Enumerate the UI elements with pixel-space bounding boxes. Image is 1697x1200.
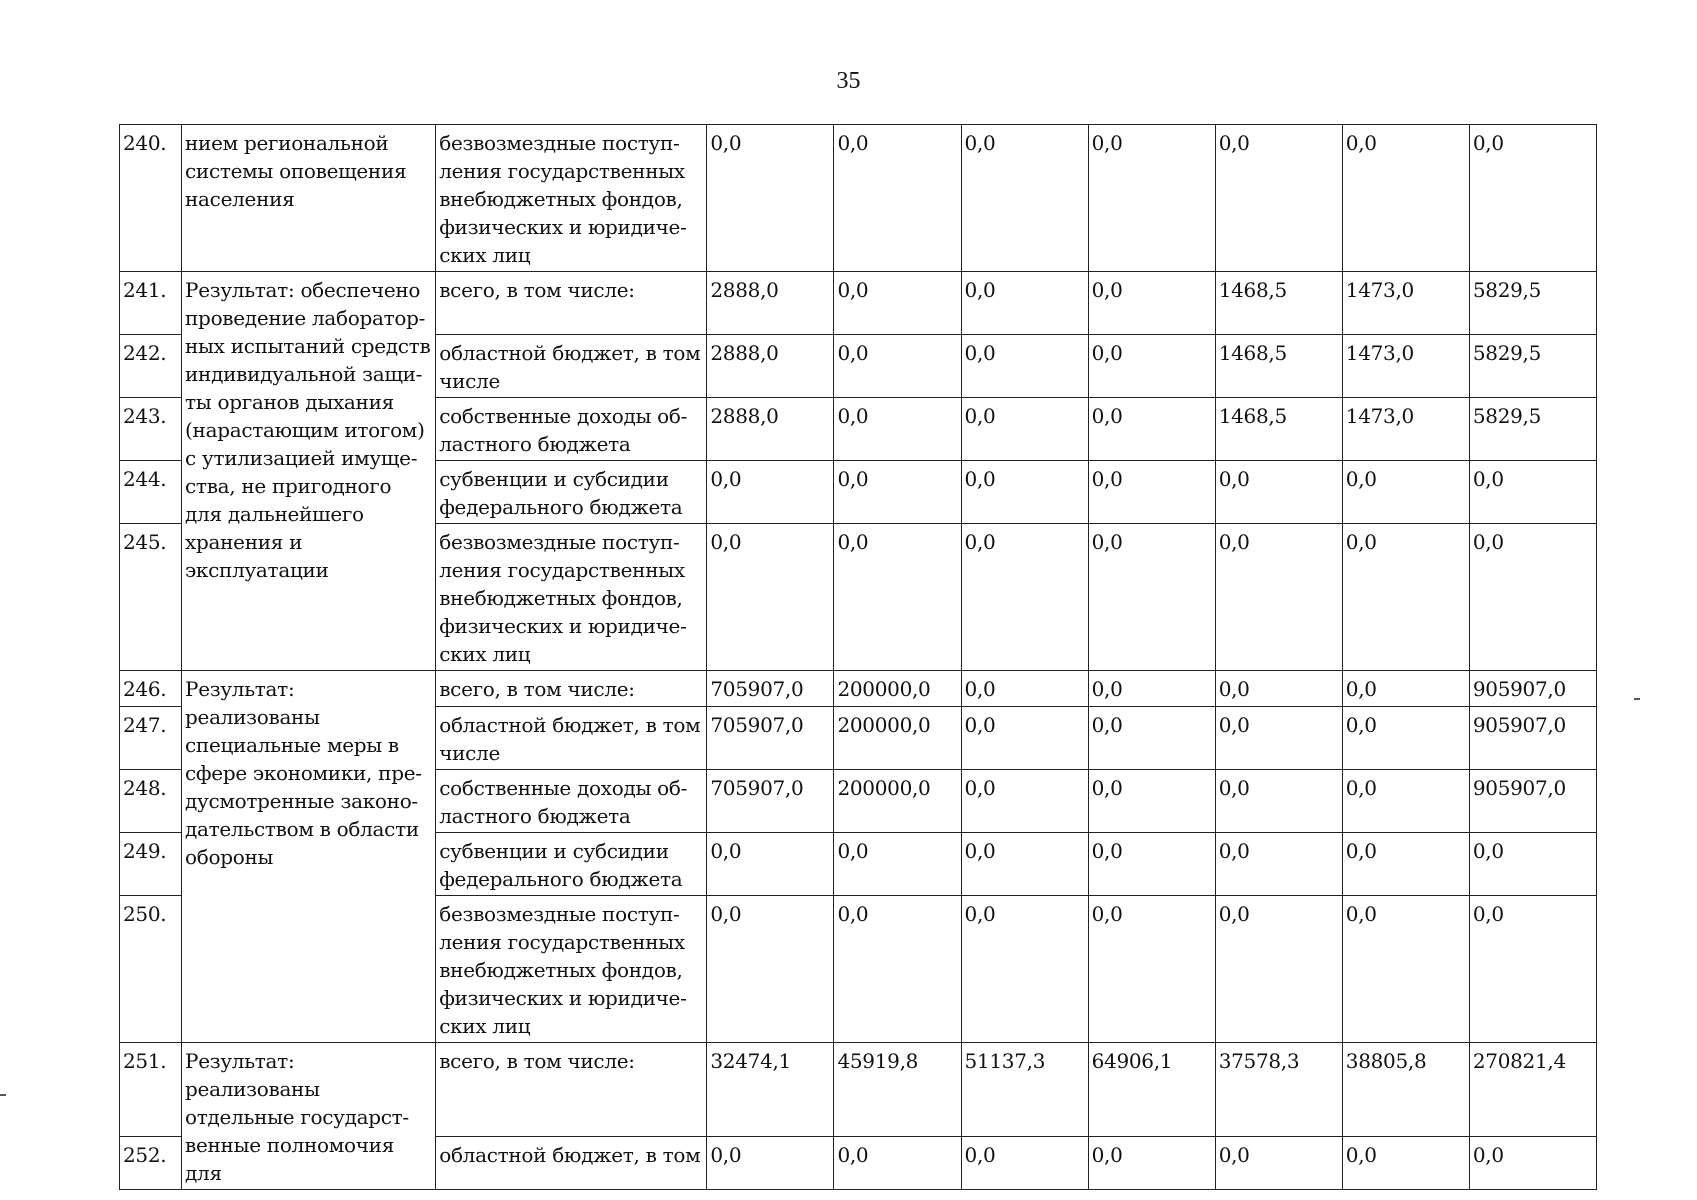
amount-cell: 0,0 [707, 125, 834, 272]
amount-cell: 2888,0 [707, 272, 834, 335]
amount-cell: 5829,5 [1469, 272, 1596, 335]
funding-source: безвозмездные поступ-ления государственных внебюджетных фондов, физических и юридиче-ских лиц [436, 524, 707, 671]
amount-cell: 64906,1 [1088, 1043, 1215, 1137]
amount-cell: 0,0 [1088, 770, 1215, 833]
amount-cell: 0,0 [1215, 1136, 1342, 1189]
amount-cell: 37578,3 [1215, 1043, 1342, 1137]
funding-source: областной бюджет, в том числе [436, 335, 707, 398]
row-number: 249. [120, 833, 182, 896]
amount-cell: 0,0 [1469, 461, 1596, 524]
funding-source: собственные доходы об-ластного бюджета [436, 770, 707, 833]
amount-cell: 0,0 [834, 833, 961, 896]
margin-mark [0, 1094, 6, 1096]
amount-cell: 1468,5 [1215, 335, 1342, 398]
row-number: 248. [120, 770, 182, 833]
row-number: 252. [120, 1136, 182, 1189]
amount-cell: 0,0 [707, 833, 834, 896]
amount-cell: 0,0 [1342, 125, 1469, 272]
row-number: 243. [120, 398, 182, 461]
table-row [120, 1043, 1597, 1137]
amount-cell: 270821,4 [1469, 1043, 1596, 1137]
funding-source: всего, в том числе: [436, 671, 707, 707]
amount-cell: 0,0 [961, 272, 1088, 335]
amount-cell: 0,0 [1088, 833, 1215, 896]
amount-cell: 0,0 [834, 125, 961, 272]
amount-cell: 0,0 [1342, 461, 1469, 524]
amount-cell: 0,0 [834, 272, 961, 335]
row-number: 250. [120, 896, 182, 1043]
result-name: Результат: реализованы специальные меры в сфере экономики, пре-дусмотренные законо-дательством в области обороны [182, 671, 436, 1043]
amount-cell: 0,0 [1088, 398, 1215, 461]
amount-cell: 32474,1 [707, 1043, 834, 1137]
amount-cell: 0,0 [1088, 896, 1215, 1043]
amount-cell: 0,0 [1215, 671, 1342, 707]
amount-cell: 0,0 [1088, 461, 1215, 524]
amount-cell: 0,0 [1088, 671, 1215, 707]
table-row [120, 125, 1597, 272]
amount-cell: 0,0 [1215, 524, 1342, 671]
funding-source: всего, в том числе: [436, 1043, 707, 1137]
amount-cell: 0,0 [1215, 461, 1342, 524]
amount-cell: 0,0 [1469, 896, 1596, 1043]
amount-cell: 0,0 [1215, 125, 1342, 272]
amount-cell: 0,0 [1088, 524, 1215, 671]
amount-cell: 0,0 [961, 398, 1088, 461]
amount-cell: 0,0 [834, 335, 961, 398]
amount-cell: 0,0 [707, 1136, 834, 1189]
amount-cell: 0,0 [707, 461, 834, 524]
result-name: Результат: обеспечено проведение лаборатор-ных испытаний средств индивидуальной защи-ты органов дыхания (нарастающим итогом) с утилизацией имуще-ства, не пригодного для дальнейшего хранения и эксплуатации [182, 272, 436, 671]
funding-source: областной бюджет, в том числе [436, 707, 707, 770]
amount-cell: 0,0 [1215, 833, 1342, 896]
amount-cell: 0,0 [1088, 272, 1215, 335]
amount-cell: 0,0 [1215, 770, 1342, 833]
amount-cell: 0,0 [834, 1136, 961, 1189]
amount-cell: 0,0 [1088, 125, 1215, 272]
amount-cell: 0,0 [1469, 1136, 1596, 1189]
amount-cell: 0,0 [1342, 833, 1469, 896]
amount-cell: 200000,0 [834, 770, 961, 833]
amount-cell: 0,0 [834, 461, 961, 524]
amount-cell: 0,0 [834, 398, 961, 461]
amount-cell: 905907,0 [1469, 770, 1596, 833]
amount-cell: 2888,0 [707, 335, 834, 398]
amount-cell: 0,0 [1215, 707, 1342, 770]
amount-cell: 0,0 [1088, 335, 1215, 398]
amount-cell: 0,0 [834, 896, 961, 1043]
funding-source: областной бюджет, в том [436, 1136, 707, 1189]
amount-cell: 0,0 [961, 896, 1088, 1043]
row-number: 247. [120, 707, 182, 770]
amount-cell: 45919,8 [834, 1043, 961, 1137]
row-number: 240. [120, 125, 182, 272]
amount-cell: 1468,5 [1215, 398, 1342, 461]
amount-cell: 0,0 [707, 896, 834, 1043]
amount-cell: 0,0 [961, 671, 1088, 707]
amount-cell: 0,0 [1088, 1136, 1215, 1189]
amount-cell: 0,0 [961, 125, 1088, 272]
amount-cell: 0,0 [961, 335, 1088, 398]
funding-source: всего, в том числе: [436, 272, 707, 335]
amount-cell: 0,0 [834, 524, 961, 671]
amount-cell: 0,0 [1342, 1136, 1469, 1189]
amount-cell: 51137,3 [961, 1043, 1088, 1137]
result-name: нием региональной системы оповещения населения [182, 125, 436, 272]
page-number: 35 [836, 68, 861, 94]
row-number: 246. [120, 671, 182, 707]
amount-cell: 0,0 [961, 1136, 1088, 1189]
amount-cell: 0,0 [707, 524, 834, 671]
amount-cell: 5829,5 [1469, 398, 1596, 461]
amount-cell: 0,0 [1088, 707, 1215, 770]
amount-cell: 38805,8 [1342, 1043, 1469, 1137]
amount-cell: 200000,0 [834, 671, 961, 707]
amount-cell: 2888,0 [707, 398, 834, 461]
amount-cell: 0,0 [1469, 524, 1596, 671]
table-row [120, 671, 1597, 707]
result-name: Результат: реализованы отдельные государст-венные полномочия для [182, 1043, 436, 1190]
amount-cell: 0,0 [1469, 833, 1596, 896]
row-number: 245. [120, 524, 182, 671]
row-number: 241. [120, 272, 182, 335]
amount-cell: 905907,0 [1469, 707, 1596, 770]
funding-source: субвенции и субсидии федерального бюджета [436, 461, 707, 524]
row-number: 251. [120, 1043, 182, 1137]
row-number: 242. [120, 335, 182, 398]
amount-cell: 0,0 [1469, 125, 1596, 272]
amount-cell: 0,0 [961, 707, 1088, 770]
table-row [120, 272, 1597, 335]
amount-cell: 905907,0 [1469, 671, 1596, 707]
margin-mark [1634, 698, 1640, 700]
amount-cell: 5829,5 [1469, 335, 1596, 398]
amount-cell: 0,0 [1342, 770, 1469, 833]
amount-cell: 0,0 [961, 770, 1088, 833]
row-number: 244. [120, 461, 182, 524]
amount-cell: 1473,0 [1342, 335, 1469, 398]
budget-table [119, 124, 1597, 1190]
amount-cell: 0,0 [961, 833, 1088, 896]
amount-cell: 1468,5 [1215, 272, 1342, 335]
amount-cell: 200000,0 [834, 707, 961, 770]
funding-source: субвенции и субсидии федерального бюджета [436, 833, 707, 896]
amount-cell: 0,0 [961, 524, 1088, 671]
amount-cell: 1473,0 [1342, 398, 1469, 461]
amount-cell: 0,0 [1342, 524, 1469, 671]
amount-cell: 705907,0 [707, 770, 834, 833]
funding-source: собственные доходы об-ластного бюджета [436, 398, 707, 461]
amount-cell: 0,0 [1215, 896, 1342, 1043]
amount-cell: 0,0 [961, 461, 1088, 524]
funding-source: безвозмездные поступ-ления государственных внебюджетных фондов, физических и юридиче-ских лиц [436, 125, 707, 272]
amount-cell: 1473,0 [1342, 272, 1469, 335]
amount-cell: 0,0 [1342, 707, 1469, 770]
amount-cell: 0,0 [1342, 896, 1469, 1043]
funding-source: безвозмездные поступ-ления государственных внебюджетных фондов, физических и юридиче-ских лиц [436, 896, 707, 1043]
amount-cell: 0,0 [1342, 671, 1469, 707]
amount-cell: 705907,0 [707, 707, 834, 770]
amount-cell: 705907,0 [707, 671, 834, 707]
